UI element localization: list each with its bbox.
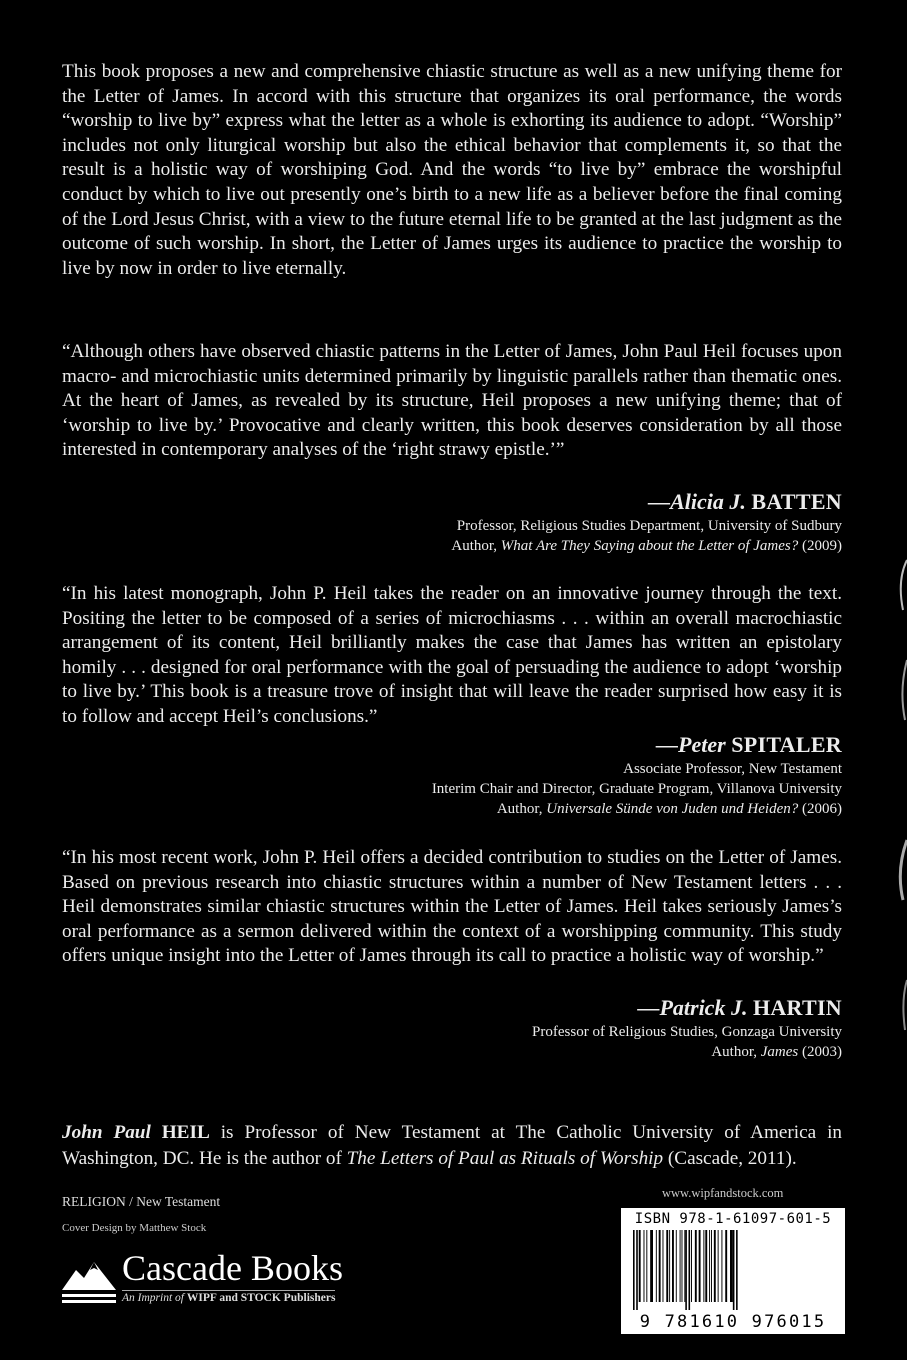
barcode-bar <box>730 1230 733 1302</box>
barcode-bar <box>672 1230 674 1302</box>
endorser-name: —Peter SPITALER <box>656 732 842 757</box>
barcode-bar <box>718 1230 719 1302</box>
barcode-bar <box>703 1230 704 1302</box>
barcode-bar <box>691 1230 692 1302</box>
endorser-affiliation: Professor of Religious Studies, Gonzaga University <box>532 1024 842 1040</box>
barcode-bar <box>644 1230 645 1302</box>
cover-art-edge <box>893 540 907 1040</box>
barcode-bar <box>705 1230 707 1302</box>
barcode-bar <box>656 1230 657 1302</box>
isbn-barcode <box>621 1208 845 1334</box>
barcode-bars <box>629 1230 837 1310</box>
endorsement-attribution-batten <box>322 488 842 556</box>
barcode-bar <box>684 1230 685 1302</box>
barcode-bar <box>659 1230 661 1302</box>
barcode-bar <box>714 1230 716 1302</box>
endorser-affiliation: Professor, Religious Studies Department, University of Sudbury <box>456 518 842 534</box>
endorser-name: —Patrick J. HARTIN <box>637 995 842 1020</box>
barcode-bar <box>699 1230 701 1302</box>
publisher-name: Cascade Books <box>122 1248 343 1288</box>
publisher-imprint: An Imprint of WIPF and STOCK Publishers <box>122 1292 336 1304</box>
barcode-guard-bar <box>689 1230 691 1310</box>
endorsement-quote-batten: “Although others have observed chiastic patterns in the Letter of James, John Paul Heil focuses upon macro- and microchiastic units determined primarily by linguistic parallels rather than thematic ones. At the heart of James, as revealed by its structure, Heil proposes a new unifying theme; that of ‘worship to live by.’ Provocative and clearly written, this book deserves consideration by all those interested in contemporary analyses of the ‘right strawy epistle.’” <box>62 341 842 461</box>
barcode-bar <box>695 1230 697 1302</box>
endorsement-quote-hartin: “In his most recent work, John P. Heil offers a decided contribution to studies on the Letter of James. Based on previous research into chiastic structures within a number of New Testament letters . . . Heil demonstrates similar chiastic structures within the Letter of James. Heil takes seriously James’s oral performance as a sermon delivered within the context of a worshipping community. This study offers unique insight into the Letter of James through its call to practice a holistic way of worship.” <box>62 847 842 967</box>
endorser-affiliation-2: Interim Chair and Director, Graduate Program, Villanova University <box>431 781 842 797</box>
category-label: RELIGION / New Testament <box>62 1194 221 1209</box>
endorser-name: —Alicia J. BATTEN <box>648 489 842 514</box>
publisher-logo <box>62 1248 392 1308</box>
endorsement-attribution-hartin <box>322 994 842 1062</box>
barcode-guard-bar <box>636 1230 638 1310</box>
barcode-bar <box>663 1230 664 1302</box>
endorser-book: Author, James (2003) <box>711 1044 842 1060</box>
author-bio: John Paul HEIL is Professor of New Testament at The Catholic University of America in Washington, DC. He is the author of The Letters of Paul as Rituals of Worship (Cascade, 2011). <box>62 1122 843 1169</box>
barcode-bar <box>721 1230 722 1302</box>
barcode-guard-bar <box>633 1230 635 1310</box>
barcode-bar <box>669 1230 670 1302</box>
mountain-icon <box>62 1256 116 1306</box>
publisher-website[interactable]: www.wipfandstock.com <box>662 1186 784 1200</box>
barcode-bar <box>682 1230 683 1302</box>
barcode-bar <box>666 1230 668 1302</box>
endorser-book: Author, What Are They Saying about the Letter of James? (2009) <box>451 538 842 554</box>
barcode-bar <box>650 1230 653 1302</box>
barcode-bar <box>711 1230 712 1302</box>
isbn-label: ISBN 978-1-61097-601-5 <box>634 1211 832 1227</box>
barcode-bar <box>676 1230 677 1302</box>
endorsement-quote-spitaler: “In his latest monograph, John P. Heil takes the reader on an innovative journey through the text. Positing the letter to be composed of a series of microchiasms . . . within an overall macrochiastic arrangement of its content, Heil brilliantly makes the case that James has written an epistolary homily . . . designed for oral performance with the goal of persuading the audience to adopt ‘worship to live by.’ This book is a treasure trove of insight that will leave the reader surprised how easy it is to follow and accept Heil’s conclusions.” <box>62 583 842 727</box>
endorser-book: Author, Universale Sünde von Juden und Heiden? (2006) <box>496 801 842 817</box>
endorsement-attribution-spitaler <box>322 731 842 819</box>
barcode-bar <box>639 1230 641 1302</box>
barcode-bar <box>680 1230 681 1302</box>
barcode-guard-bar <box>736 1230 738 1310</box>
barcode-bar <box>646 1230 647 1302</box>
endorser-affiliation: Associate Professor, New Testament <box>623 761 842 777</box>
cover-design-credit: Cover Design by Matthew Stock <box>62 1222 207 1234</box>
barcode-bar <box>709 1230 710 1302</box>
isbn-number: 9 781610 976015 <box>639 1312 827 1332</box>
barcode-guard-bar <box>733 1230 735 1310</box>
book-description: This book proposes a new and comprehensive chiastic structure as well as a new unifying theme for the Letter of James. In accord with this structure that organizes its oral performance, the words “worship to live by” express what the letter as a whole is exhorting its audience to adopt. “Worship” includes not only liturgical worship but also the ethical behavior that complements it, so that the result is a holistic way of worshiping God. And the words “to live by” embrace the worshipful conduct by which to live out presently one’s birth to a new life as a believer before the final coming of the Lord Jesus Christ, with a view to the future eternal life to be granted at the last judgment as the outcome of such worship. In short, the Letter of James urges its audience to practice the worship to live by now in order to live eternally. <box>62 61 842 279</box>
barcode-guard-bar <box>685 1230 687 1310</box>
barcode-bar <box>725 1230 727 1302</box>
